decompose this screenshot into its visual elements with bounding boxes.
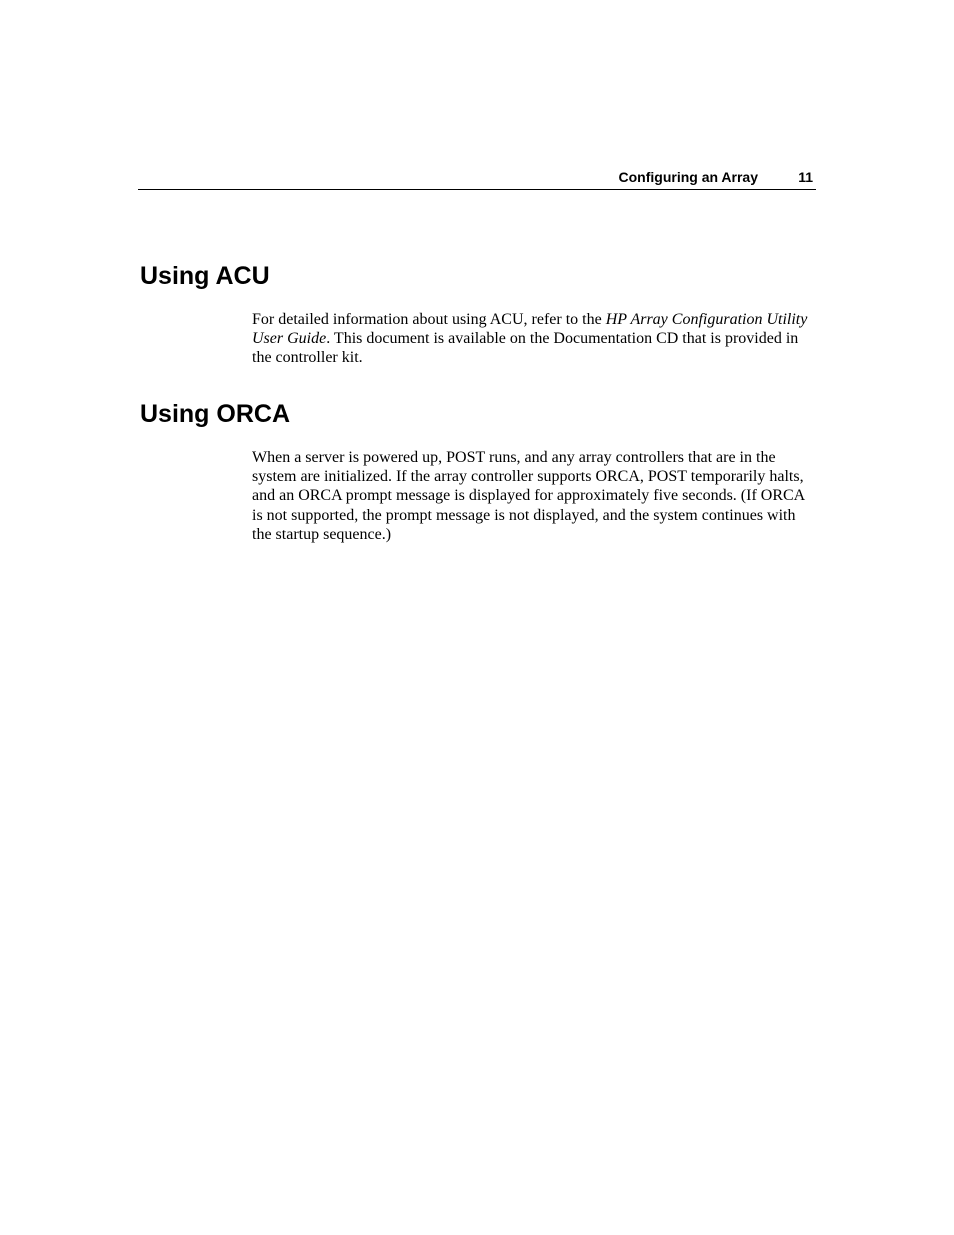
section-body-using-acu [252,310,812,368]
running-header [138,168,816,190]
header-chapter-title: Configuring an Array [618,169,758,185]
section-heading-using-orca: Using ORCA [140,400,290,428]
header-page-number: 11 [798,169,813,185]
section-body-using-orca: When a server is powered up, POST runs, and any array controllers that are in the system are initialized. If the array controller supports ORCA, POST temporarily halts, and an ORCA prompt message is displayed for approximately five seconds. (If ORCA is not supported, the prompt message is not displayed, and the system continues with the startup sequence.) [252,449,805,543]
acu-body-text-start: For detailed information about using ACU, refer to the [252,311,606,328]
section-heading-using-acu: Using ACU [140,262,270,290]
acu-body-text-end: . This document is available on the Documentation CD that is provided in the controller kit. [252,330,799,367]
acu-guide-title: HP Array Configuration Utility User Guide [252,311,808,348]
